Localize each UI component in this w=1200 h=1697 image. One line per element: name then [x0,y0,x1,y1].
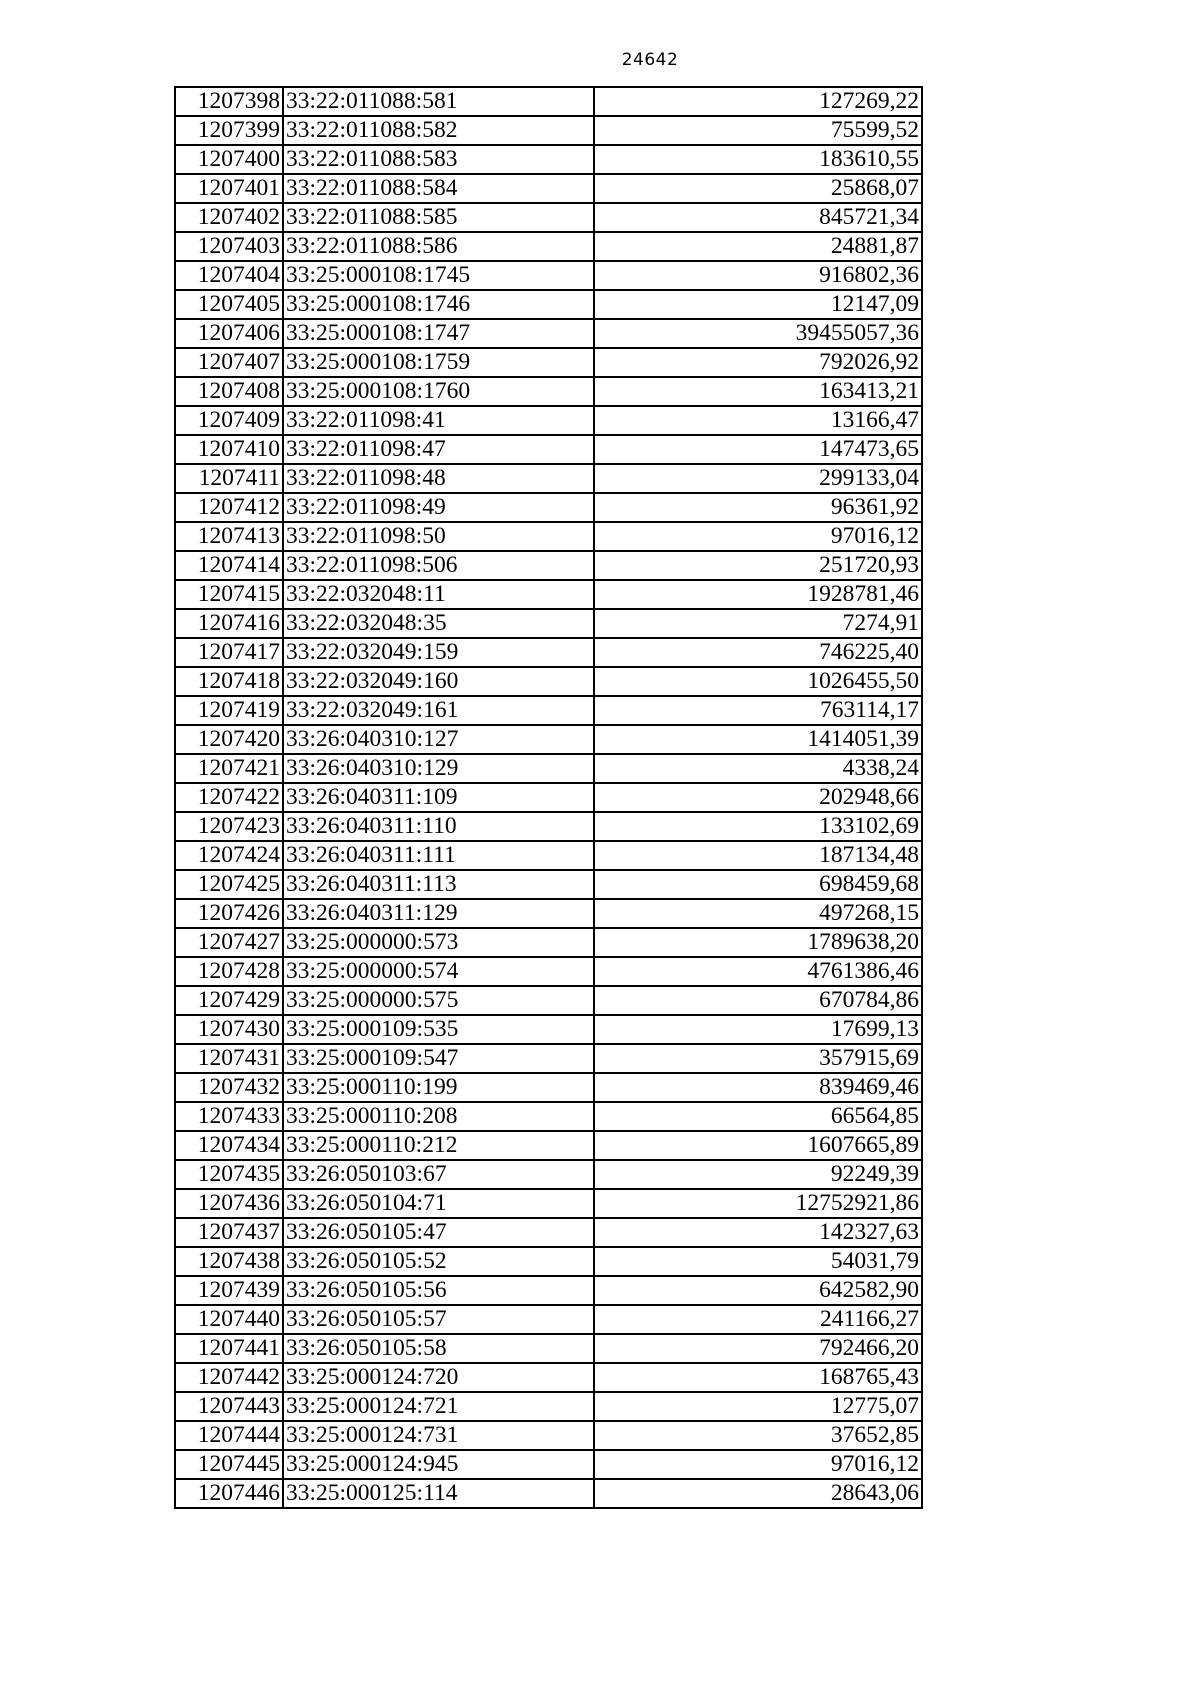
row-id-cell: 1207436 [175,1189,283,1218]
cadastral-value-cell: 251720,93 [594,551,922,580]
cadastral-value-cell: 96361,92 [594,493,922,522]
cadastral-number-cell: 33:25:000124:945 [283,1450,594,1479]
cadastral-value-cell: 357915,69 [594,1044,922,1073]
row-id-cell: 1207416 [175,609,283,638]
cadastral-value-cell: 1414051,39 [594,725,922,754]
row-id-cell: 1207438 [175,1247,283,1276]
cadastral-value-cell: 13166,47 [594,406,922,435]
table-row [175,1015,922,1044]
table-row [175,435,922,464]
cadastral-number-cell: 33:26:050105:58 [283,1334,594,1363]
row-id-cell: 1207434 [175,1131,283,1160]
row-id-cell: 1207429 [175,986,283,1015]
cadastral-number-cell: 33:25:000110:199 [283,1073,594,1102]
cadastral-value-cell: 1789638,20 [594,928,922,957]
cadastral-value-cell: 299133,04 [594,464,922,493]
cadastral-number-cell: 33:26:050105:56 [283,1276,594,1305]
table-row [175,1450,922,1479]
row-id-cell: 1207445 [175,1450,283,1479]
cadastral-value-cell: 4338,24 [594,754,922,783]
row-id-cell: 1207408 [175,377,283,406]
cadastral-number-cell: 33:22:011098:41 [283,406,594,435]
table-row [175,1218,922,1247]
cadastral-number-cell: 33:26:050104:71 [283,1189,594,1218]
cadastral-number-cell: 33:22:011098:47 [283,435,594,464]
row-id-cell: 1207403 [175,232,283,261]
row-id-cell: 1207400 [175,145,283,174]
table-row [175,551,922,580]
cadastral-value-cell: 127269,22 [594,87,922,116]
table-row [175,1189,922,1218]
table-row [175,870,922,899]
row-id-cell: 1207417 [175,638,283,667]
row-id-cell: 1207420 [175,725,283,754]
cadastral-value-cell: 39455057,36 [594,319,922,348]
table-row [175,1392,922,1421]
table-body [175,87,922,1508]
cadastral-value-cell: 12147,09 [594,290,922,319]
cadastral-value-cell: 54031,79 [594,1247,922,1276]
table-row [175,1044,922,1073]
cadastral-value-table [174,86,923,1509]
cadastral-number-cell: 33:22:011088:582 [283,116,594,145]
cadastral-value-cell: 1607665,89 [594,1131,922,1160]
table-row [175,1363,922,1392]
cadastral-number-cell: 33:25:000108:1747 [283,319,594,348]
table-row [175,1479,922,1508]
cadastral-number-cell: 33:25:000109:547 [283,1044,594,1073]
cadastral-value-cell: 168765,43 [594,1363,922,1392]
cadastral-number-cell: 33:25:000124:721 [283,1392,594,1421]
cadastral-value-cell: 163413,21 [594,377,922,406]
table-row [175,1102,922,1131]
table-row [175,116,922,145]
cadastral-number-cell: 33:25:000000:575 [283,986,594,1015]
cadastral-number-cell: 33:22:011098:48 [283,464,594,493]
row-id-cell: 1207415 [175,580,283,609]
cadastral-value-cell: 916802,36 [594,261,922,290]
cadastral-number-cell: 33:26:040311:113 [283,870,594,899]
cadastral-value-cell: 97016,12 [594,522,922,551]
row-id-cell: 1207418 [175,667,283,696]
row-id-cell: 1207404 [175,261,283,290]
table-row [175,725,922,754]
cadastral-value-cell: 187134,48 [594,841,922,870]
cadastral-number-cell: 33:26:040310:129 [283,754,594,783]
table-row [175,1131,922,1160]
cadastral-value-cell: 97016,12 [594,1450,922,1479]
cadastral-number-cell: 33:22:011088:585 [283,203,594,232]
cadastral-number-cell: 33:26:040311:111 [283,841,594,870]
cadastral-value-cell: 839469,46 [594,1073,922,1102]
table-row [175,899,922,928]
cadastral-value-cell: 763114,17 [594,696,922,725]
cadastral-value-cell: 642582,90 [594,1276,922,1305]
row-id-cell: 1207446 [175,1479,283,1508]
row-id-cell: 1207411 [175,464,283,493]
cadastral-value-cell: 670784,86 [594,986,922,1015]
table-row [175,464,922,493]
table-row [175,1073,922,1102]
cadastral-number-cell: 33:25:000108:1745 [283,261,594,290]
row-id-cell: 1207433 [175,1102,283,1131]
row-id-cell: 1207426 [175,899,283,928]
cadastral-value-cell: 147473,65 [594,435,922,464]
cadastral-value-cell: 698459,68 [594,870,922,899]
cadastral-number-cell: 33:26:050103:67 [283,1160,594,1189]
row-id-cell: 1207431 [175,1044,283,1073]
table-row [175,348,922,377]
table-row [175,957,922,986]
cadastral-number-cell: 33:22:011098:506 [283,551,594,580]
cadastral-number-cell: 33:22:032048:35 [283,609,594,638]
cadastral-value-cell: 4761386,46 [594,957,922,986]
table-row [175,377,922,406]
cadastral-value-cell: 28643,06 [594,1479,922,1508]
row-id-cell: 1207440 [175,1305,283,1334]
row-id-cell: 1207423 [175,812,283,841]
cadastral-number-cell: 33:25:000124:720 [283,1363,594,1392]
row-id-cell: 1207413 [175,522,283,551]
table-row [175,667,922,696]
row-id-cell: 1207430 [175,1015,283,1044]
table-row [175,754,922,783]
cadastral-number-cell: 33:22:032049:161 [283,696,594,725]
row-id-cell: 1207410 [175,435,283,464]
table-row [175,783,922,812]
row-id-cell: 1207443 [175,1392,283,1421]
cadastral-value-cell: 66564,85 [594,1102,922,1131]
cadastral-value-cell: 792466,20 [594,1334,922,1363]
cadastral-number-cell: 33:25:000124:731 [283,1421,594,1450]
row-id-cell: 1207425 [175,870,283,899]
cadastral-value-cell: 133102,69 [594,812,922,841]
row-id-cell: 1207432 [175,1073,283,1102]
row-id-cell: 1207435 [175,1160,283,1189]
row-id-cell: 1207437 [175,1218,283,1247]
cadastral-number-cell: 33:25:000108:1759 [283,348,594,377]
table-row [175,841,922,870]
table-row [175,1421,922,1450]
cadastral-number-cell: 33:22:011088:584 [283,174,594,203]
row-id-cell: 1207407 [175,348,283,377]
cadastral-number-cell: 33:25:000125:114 [283,1479,594,1508]
cadastral-value-cell: 12752921,86 [594,1189,922,1218]
row-id-cell: 1207444 [175,1421,283,1450]
table-row [175,261,922,290]
row-id-cell: 1207442 [175,1363,283,1392]
table-row [175,696,922,725]
cadastral-number-cell: 33:25:000000:573 [283,928,594,957]
table-row [175,986,922,1015]
cadastral-value-cell: 746225,40 [594,638,922,667]
row-id-cell: 1207439 [175,1276,283,1305]
cadastral-number-cell: 33:25:000110:208 [283,1102,594,1131]
table-row [175,638,922,667]
cadastral-number-cell: 33:26:050105:47 [283,1218,594,1247]
table-row [175,1160,922,1189]
cadastral-value-cell: 497268,15 [594,899,922,928]
cadastral-value-cell: 1026455,50 [594,667,922,696]
row-id-cell: 1207414 [175,551,283,580]
table-row [175,87,922,116]
cadastral-number-cell: 33:26:040310:127 [283,725,594,754]
row-id-cell: 1207424 [175,841,283,870]
cadastral-value-cell: 24881,87 [594,232,922,261]
cadastral-number-cell: 33:22:011098:50 [283,522,594,551]
table-row [175,203,922,232]
row-id-cell: 1207405 [175,290,283,319]
table-row [175,1276,922,1305]
row-id-cell: 1207422 [175,783,283,812]
cadastral-value-cell: 7274,91 [594,609,922,638]
cadastral-number-cell: 33:22:011088:581 [283,87,594,116]
table-row [175,493,922,522]
cadastral-number-cell: 33:25:000108:1760 [283,377,594,406]
table-row [175,580,922,609]
row-id-cell: 1207406 [175,319,283,348]
cadastral-value-cell: 25868,07 [594,174,922,203]
row-id-cell: 1207399 [175,116,283,145]
row-id-cell: 1207421 [175,754,283,783]
cadastral-number-cell: 33:22:032049:159 [283,638,594,667]
cadastral-value-cell: 12775,07 [594,1392,922,1421]
cadastral-number-cell: 33:25:000000:574 [283,957,594,986]
cadastral-number-cell: 33:26:040311:110 [283,812,594,841]
cadastral-number-cell: 33:26:040311:109 [283,783,594,812]
cadastral-value-cell: 183610,55 [594,145,922,174]
row-id-cell: 1207401 [175,174,283,203]
table-row [175,522,922,551]
cadastral-value-cell: 92249,39 [594,1160,922,1189]
row-id-cell: 1207402 [175,203,283,232]
row-id-cell: 1207419 [175,696,283,725]
cadastral-number-cell: 33:26:040311:129 [283,899,594,928]
cadastral-number-cell: 33:25:000108:1746 [283,290,594,319]
cadastral-value-cell: 845721,34 [594,203,922,232]
table-row [175,1247,922,1276]
cadastral-number-cell: 33:22:011098:49 [283,493,594,522]
page-number: 24642 [621,50,679,70]
row-id-cell: 1207427 [175,928,283,957]
table-row [175,232,922,261]
cadastral-value-cell: 37652,85 [594,1421,922,1450]
table-row [175,145,922,174]
cadastral-number-cell: 33:22:011088:586 [283,232,594,261]
cadastral-value-cell: 241166,27 [594,1305,922,1334]
table-row [175,290,922,319]
cadastral-value-cell: 202948,66 [594,783,922,812]
cadastral-value-cell: 17699,13 [594,1015,922,1044]
cadastral-number-cell: 33:22:032049:160 [283,667,594,696]
table-row [175,174,922,203]
table-row [175,319,922,348]
row-id-cell: 1207428 [175,957,283,986]
cadastral-value-cell: 792026,92 [594,348,922,377]
cadastral-number-cell: 33:22:011088:583 [283,145,594,174]
table-row [175,609,922,638]
row-id-cell: 1207441 [175,1334,283,1363]
table-row [175,406,922,435]
row-id-cell: 1207409 [175,406,283,435]
cadastral-number-cell: 33:25:000110:212 [283,1131,594,1160]
cadastral-value-cell: 142327,63 [594,1218,922,1247]
table-row [175,1334,922,1363]
table-row [175,812,922,841]
row-id-cell: 1207412 [175,493,283,522]
cadastral-value-cell: 75599,52 [594,116,922,145]
cadastral-number-cell: 33:25:000109:535 [283,1015,594,1044]
cadastral-value-cell: 1928781,46 [594,580,922,609]
cadastral-number-cell: 33:26:050105:57 [283,1305,594,1334]
table-row [175,1305,922,1334]
row-id-cell: 1207398 [175,87,283,116]
cadastral-number-cell: 33:26:050105:52 [283,1247,594,1276]
cadastral-number-cell: 33:22:032048:11 [283,580,594,609]
table-row [175,928,922,957]
